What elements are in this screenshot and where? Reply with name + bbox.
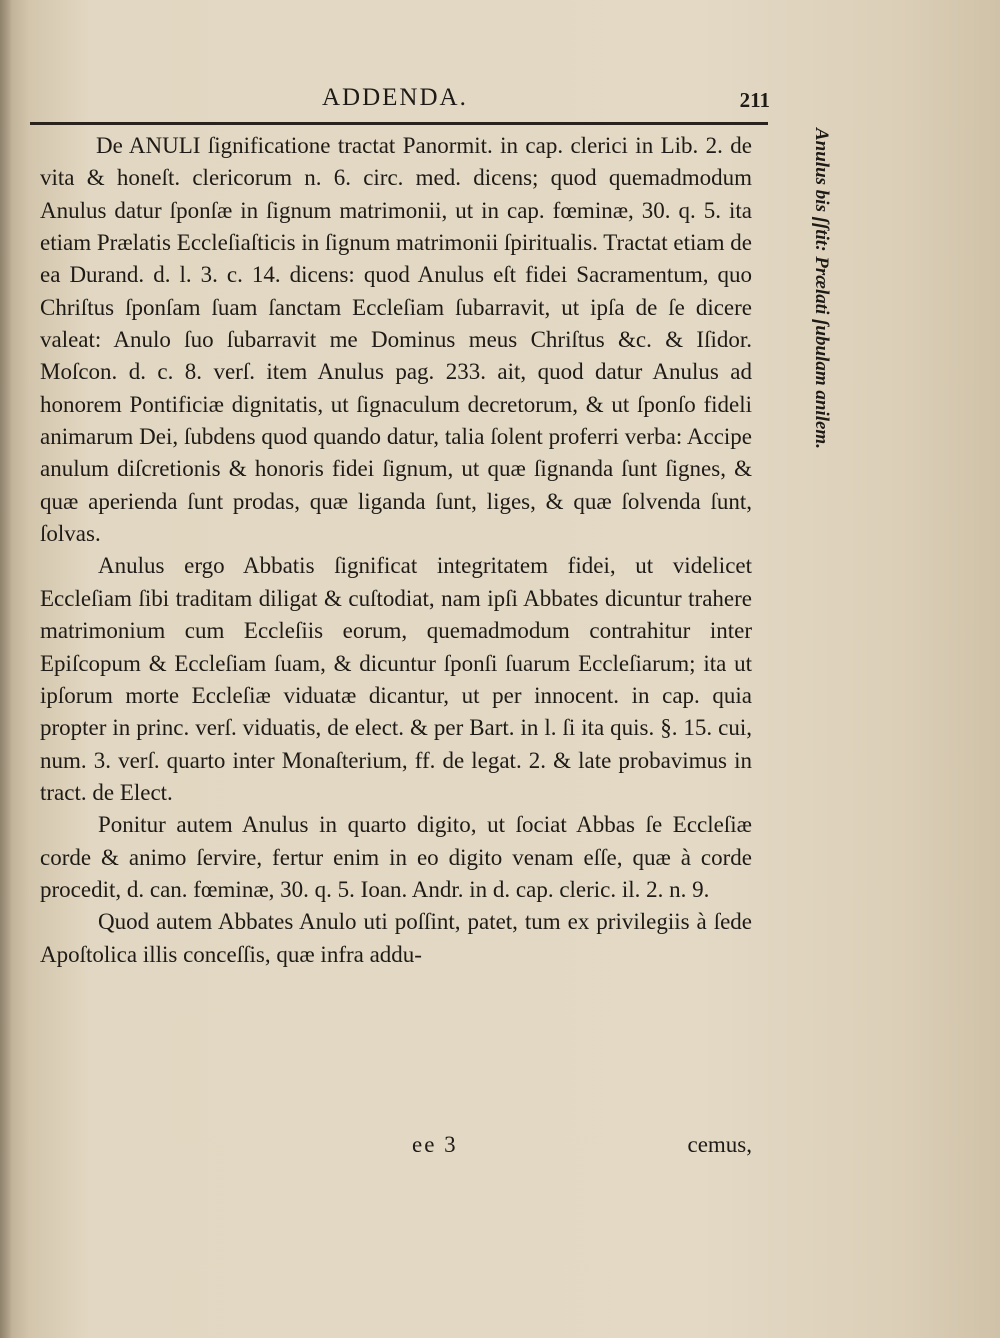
running-head: ADDENDA. <box>322 84 468 111</box>
main-text <box>40 130 752 971</box>
page-number: 211 <box>739 88 770 112</box>
paragraph-1: De ANULI ſignificatione tractat Panormit. in cap. clerici in Lib. 2. de vita & honeſt. clericorum n. 6. circ. med. dicens; quod quemadmodum Anulus datur ſponſæ in ſignum matrimonii, ut in cap. fœminæ, 30. q. 5. ita etiam Prælatis Eccleſiaſticis in ſignum matrimonii ſpiritualis. Tractat etiam de ea Durand. d. l. 3. c. 14. dicens: quod Anulus eſt fidei Sacramentum, quo Chriſtus ſponſam ſuam ſanctam Eccleſiam ſubarravit, ut ipſa de ſe dicere valeat: Anulo ſuo ſubarravit me Dominus meus Chriſtus &c. & Iſidor. Moſcon. d. c. 8. verſ. item Anulus pag. 233. ait, quod datur Anulus ad honorem Pontificiæ dignitatis, ut ſignaculum decretorum, & ut ſponſo fideli animarum Dei, ſubdens quod quando datur, talia ſolent proferri verba: Accipe anulum diſcretionis & honoris fidei ſignum, ut quæ ſignanda ſunt ſignes, & quæ aperienda ſunt prodas, quæ liganda ſunt, liges, & quæ ſolvenda ſunt, ſolvas. <box>40 133 752 547</box>
paragraph-2: Anulus ergo Abbatis ſignificat integritatem fidei, ut videlicet Eccleſiam ſibi traditam diligat & cuſtodiat, nam ipſi Abbates dicuntur trahere matrimonium cum Eccleſiis eorum, quemadmodum contrahitur inter Epiſcopum & Eccleſiam ſuam, & dicuntur ſponſi ſuarum Eccleſiarum; ita ut ipſorum morte Eccleſiæ viduatæ dicantur, ut per innocent. in cap. quia propter in princ. verſ. viduatis, de elect. & per Bart. in l. ſi ita quis. §. 15. cui, num. 3. verſ. quarto inter Monaſterium, ff. de legat. 2. & late probavimus in tract. de Elect. <box>40 553 752 805</box>
page-header <box>40 80 770 120</box>
catchword: cemus, <box>687 1132 752 1157</box>
page-footer <box>40 1132 752 1168</box>
paragraph-4: Quod autem Abbates Anulo uti poſſint, patet, tum ex privilegiis à ſede Apoſtolica illis conceſſis, quæ infra addu- <box>40 909 752 967</box>
header-rule <box>30 122 768 125</box>
paragraph-3: Ponitur autem Anulus in quarto digito, ut ſociat Abbas ſe Eccleſiæ corde & animo ſervire, fertur enim in eo digito venam eſſe, quæ à corde procedit, d. can. fœminæ, 30. q. 5. Ioan. Andr. in d. cap. cleric. il. 2. n. 9. <box>40 812 752 902</box>
marginal-note: Anulus bis ſſtit: Prælati ſubulam anilem. <box>811 128 832 449</box>
signature-mark: ee 3 <box>412 1132 458 1157</box>
